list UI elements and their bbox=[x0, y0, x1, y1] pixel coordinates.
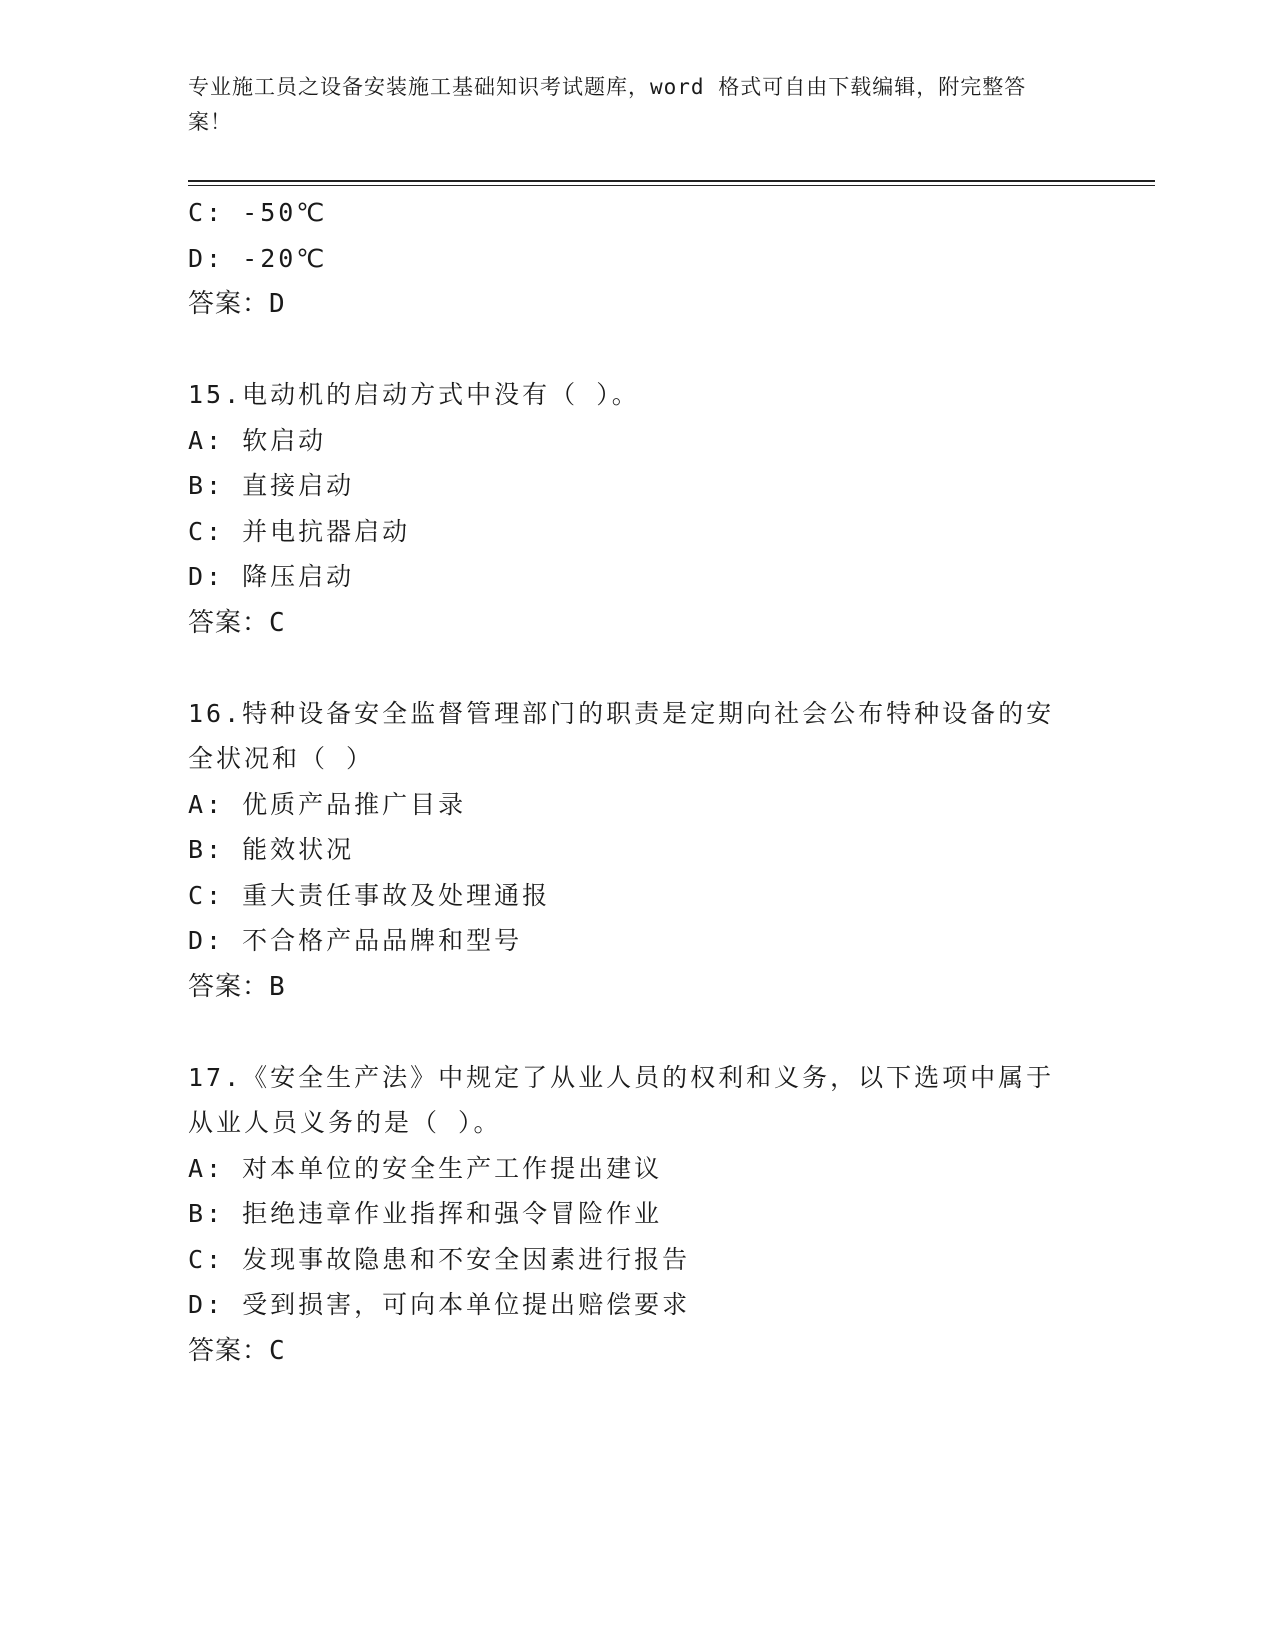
question-stem: 15.电动机的启动方式中没有（ ）。 bbox=[188, 380, 640, 409]
option-c: C: -50℃ bbox=[188, 198, 328, 227]
spacer bbox=[188, 646, 1088, 691]
option-a: A: 软启动 bbox=[188, 425, 327, 455]
question-17 bbox=[188, 1055, 1088, 1374]
option-c: C: 重大责任事故及处理通报 bbox=[188, 880, 551, 910]
question-stem-line-2: 从业人员义务的是（ ）。 bbox=[188, 1108, 502, 1137]
document-body bbox=[188, 190, 1088, 1374]
answer-line: 答案：C bbox=[188, 1335, 286, 1366]
carryover-question bbox=[188, 190, 1088, 327]
spacer bbox=[188, 1010, 1088, 1055]
option-a: A: 优质产品推广目录 bbox=[188, 789, 467, 819]
option-c: C: 并电抗器启动 bbox=[188, 516, 411, 546]
answer-line: 答案：B bbox=[188, 971, 286, 1002]
option-d: D: 不合格产品品牌和型号 bbox=[188, 926, 523, 955]
option-d: D: 受到损害，可向本单位提出赔偿要求 bbox=[188, 1290, 691, 1319]
option-d: D: -20℃ bbox=[188, 243, 328, 273]
spacer bbox=[188, 327, 1088, 372]
option-a: A: 对本单位的安全生产工作提出建议 bbox=[188, 1153, 663, 1183]
question-16 bbox=[188, 691, 1088, 1010]
question-stem-line-1: 17.《安全生产法》中规定了从业人员的权利和义务，以下选项中属于 bbox=[188, 1062, 1055, 1092]
question-stem-line-1: 16.特种设备安全监督管理部门的职责是定期向社会公布特种设备的安 bbox=[188, 698, 1055, 728]
header-divider-thick bbox=[188, 180, 1155, 182]
option-b: B: 直接启动 bbox=[188, 471, 355, 500]
document-header: 专业施工员之设备安装施工基础知识考试题库，word 格式可自由下载编辑，附完整答案！ bbox=[188, 75, 1027, 134]
header-divider-thin bbox=[188, 185, 1155, 186]
option-d: D: 降压启动 bbox=[188, 562, 355, 591]
answer-line: 答案：C bbox=[188, 607, 286, 638]
option-b: B: 拒绝违章作业指挥和强令冒险作业 bbox=[188, 1199, 663, 1228]
question-stem-line-2: 全状况和（ ） bbox=[188, 744, 375, 773]
question-15 bbox=[188, 372, 1088, 646]
answer-line: 答案：D bbox=[188, 289, 286, 319]
option-b: B: 能效状况 bbox=[188, 835, 355, 864]
option-c: C: 发现事故隐患和不安全因素进行报告 bbox=[188, 1244, 691, 1274]
